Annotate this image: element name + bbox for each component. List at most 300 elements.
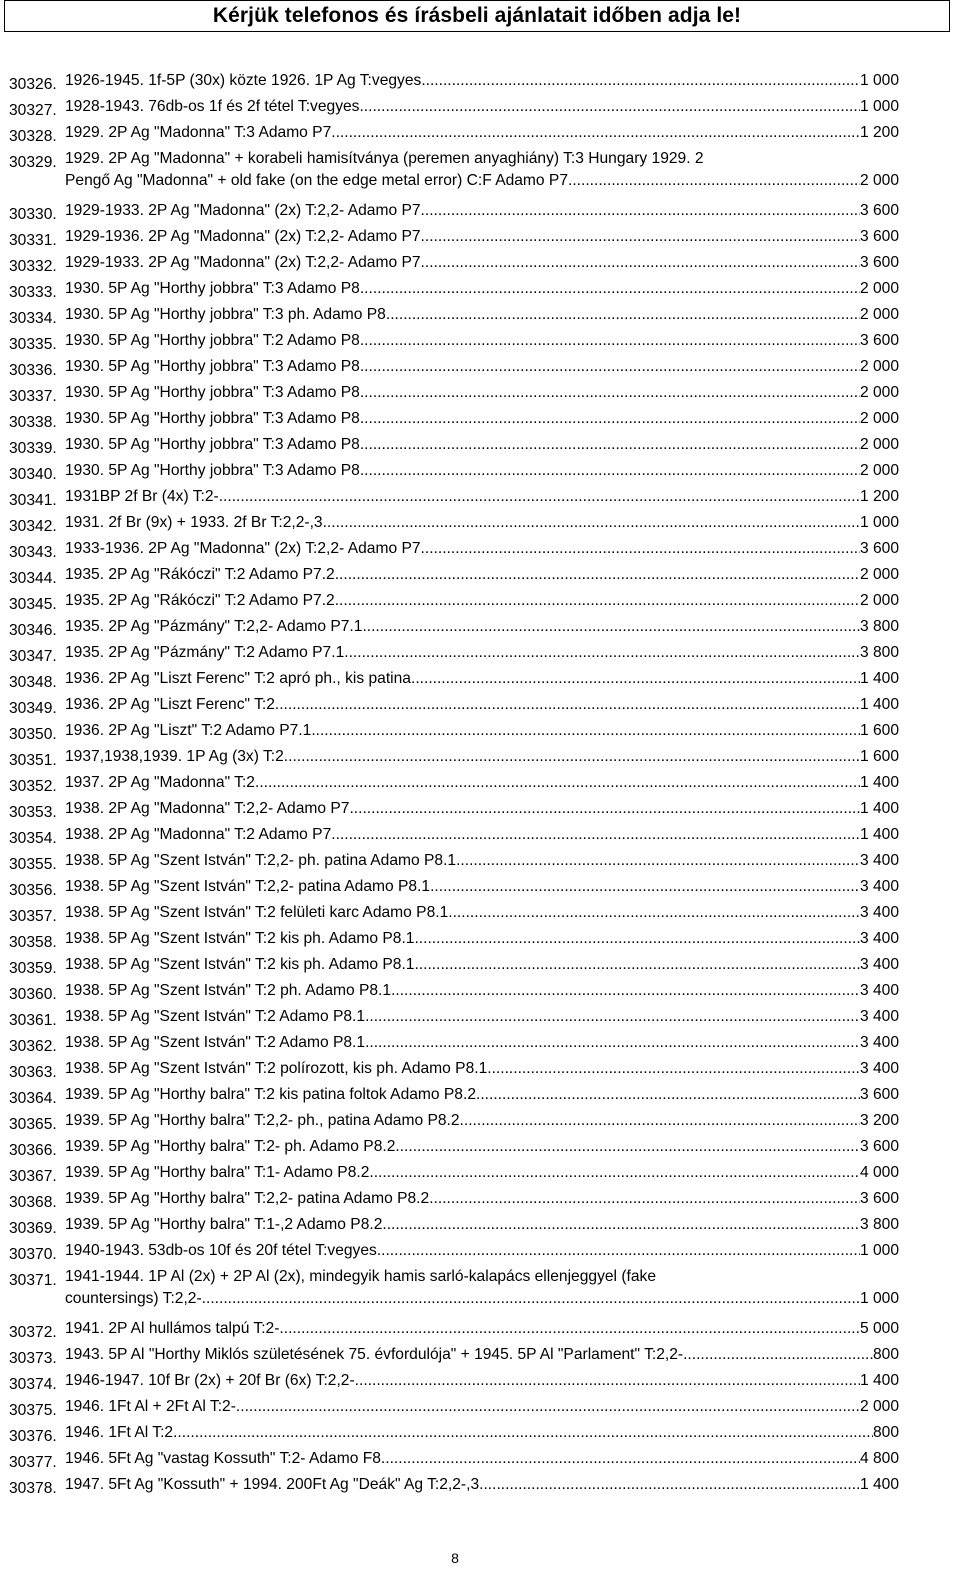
dot-leader — [360, 356, 860, 378]
lot-price: 3 400 — [859, 1034, 899, 1051]
lot-number: 30327. — [9, 102, 57, 119]
lot-row — [0, 1370, 960, 1396]
lot-row — [0, 564, 960, 590]
lot-description-text: 1938. 5P Ag "Szent István" T:2 ph. Adamo P8.1 — [65, 982, 392, 999]
lot-price: 3 600 — [859, 254, 899, 271]
lot-description-text: 1937. 2P Ag "Madonna" T:2 — [65, 774, 255, 791]
lot-description — [65, 902, 899, 924]
lot-row — [0, 330, 960, 356]
lot-number: 30355. — [9, 856, 57, 873]
lot-row — [0, 902, 960, 928]
lot-description-text: 1936. 2P Ag "Liszt Ferenc" T:2 apró ph., kis patina — [65, 670, 411, 687]
lot-description — [65, 434, 899, 456]
lot-row — [0, 720, 960, 746]
lot-price: 3 600 — [859, 202, 899, 219]
lot-description — [65, 538, 899, 560]
dot-leader — [430, 876, 860, 898]
lot-price: 800 — [872, 1346, 899, 1363]
lot-description — [65, 1344, 899, 1366]
lot-row — [0, 954, 960, 980]
lot-description — [65, 408, 899, 430]
lot-price: 1 400 — [859, 774, 899, 791]
dot-leader — [344, 642, 860, 664]
lot-description — [65, 382, 899, 404]
lot-number: 30352. — [9, 778, 57, 795]
lot-row — [0, 798, 960, 824]
lot-row — [0, 1162, 960, 1188]
lot-price: 2 000 — [859, 384, 899, 401]
lot-description-text: 1938. 5P Ag "Szent István" T:2 felületi karc Adamo P8.1 — [65, 904, 449, 921]
dot-leader — [255, 772, 860, 794]
lot-description-text: 1938. 2P Ag "Madonna" T:2 Adamo P7 — [65, 826, 332, 843]
lot-price: 1 000 — [859, 98, 899, 115]
lot-row — [0, 1058, 960, 1084]
lot-row — [0, 616, 960, 642]
lot-number: 30374. — [9, 1376, 57, 1393]
dot-leader — [382, 1214, 860, 1236]
dot-leader — [421, 538, 860, 560]
lot-description-text: 1930. 5P Ag "Horthy jobbra" T:2 Adamo P8 — [65, 332, 360, 349]
lot-description — [65, 642, 899, 664]
dot-leader — [365, 1006, 860, 1028]
lot-price: 2 000 — [859, 436, 899, 453]
lot-number: 30364. — [9, 1090, 57, 1107]
lot-number: 30349. — [9, 700, 57, 717]
lot-price: 2 000 — [859, 358, 899, 375]
lot-number: 30328. — [9, 128, 57, 145]
dot-leader — [365, 1032, 860, 1054]
lot-price: 3 400 — [859, 956, 899, 973]
lot-description-text: 1929-1933. 2P Ag "Madonna" (2x) T:2,2- Adamo P7 — [65, 254, 421, 271]
lot-row — [0, 434, 960, 460]
lot-row — [0, 148, 960, 200]
lot-description-text: 1931. 2f Br (9x) + 1933. 2f Br T:2,2-,3 — [65, 514, 323, 531]
dot-leader — [360, 408, 860, 430]
lot-description — [65, 356, 899, 378]
lot-row — [0, 1266, 960, 1318]
dot-leader — [381, 1448, 860, 1470]
lot-row — [0, 1032, 960, 1058]
lot-number: 30362. — [9, 1038, 57, 1055]
lot-number: 30340. — [9, 466, 57, 483]
lot-row — [0, 1422, 960, 1448]
lot-description-text: 1940-1943. 53db-os 10f és 20f tétel T:vegyes — [65, 1242, 377, 1259]
lot-description — [65, 1162, 899, 1184]
lot-number: 30356. — [9, 882, 57, 899]
lot-number: 30368. — [9, 1194, 57, 1211]
lot-row — [0, 1136, 960, 1162]
lot-number: 30346. — [9, 622, 57, 639]
lot-row — [0, 850, 960, 876]
dot-leader — [355, 1370, 860, 1392]
lot-number: 30341. — [9, 492, 57, 509]
lot-description — [65, 694, 899, 716]
dot-leader — [331, 122, 860, 144]
lot-row — [0, 460, 960, 486]
lot-price: 3 800 — [859, 1216, 899, 1233]
lot-row — [0, 226, 960, 252]
dot-leader — [421, 252, 860, 274]
lot-description — [65, 512, 899, 534]
lot-row — [0, 772, 960, 798]
lot-row — [0, 512, 960, 538]
lot-number: 30367. — [9, 1168, 57, 1185]
lot-number: 30345. — [9, 596, 57, 613]
lot-description-text: 1938. 5P Ag "Szent István" T:2 kis ph. Adamo P8.1 — [65, 956, 415, 973]
lot-description-text: 1938. 2P Ag "Madonna" T:2,2- Adamo P7 — [65, 800, 350, 817]
lot-description — [65, 330, 899, 352]
lot-description-text: 1938. 5P Ag "Szent István" T:2 Adamo P8.1 — [65, 1008, 366, 1025]
dot-leader — [683, 1344, 873, 1366]
lot-row — [0, 668, 960, 694]
lot-description-text: 1941. 2P Al hullámos talpú T:2- — [65, 1320, 280, 1337]
lot-price: 3 600 — [859, 1190, 899, 1207]
lot-description — [65, 928, 899, 950]
lot-number: 30366. — [9, 1142, 57, 1159]
lot-price: 3 800 — [859, 618, 899, 635]
lot-description — [65, 590, 899, 612]
lot-description-text: 1935. 2P Ag "Rákóczi" T:2 Adamo P7.2 — [65, 566, 335, 583]
lot-description — [65, 122, 899, 144]
lot-description-text: 1930. 5P Ag "Horthy jobbra" T:3 Adamo P8 — [65, 462, 360, 479]
lot-row — [0, 538, 960, 564]
lot-number: 30332. — [9, 258, 57, 275]
lot-description-text: 1947. 5Ft Ag "Kossuth" + 1994. 200Ft Ag "Deák" Ag T:2,2-,3 — [65, 1476, 480, 1493]
lot-number: 30326. — [9, 76, 57, 93]
lot-description — [65, 278, 899, 300]
dot-leader — [421, 200, 860, 222]
lot-price: 3 400 — [859, 982, 899, 999]
lot-number: 30335. — [9, 336, 57, 353]
lot-description-text: 1936. 2P Ag "Liszt" T:2 Adamo P7.1 — [65, 722, 312, 739]
lot-price: 2 000 — [859, 592, 899, 609]
lot-description-text: 1930. 5P Ag "Horthy jobbra" T:3 Adamo P8 — [65, 436, 360, 453]
lot-row — [0, 928, 960, 954]
lot-description-text: 1928-1943. 76db-os 1f és 2f tétel T:vegyes — [65, 98, 360, 115]
lot-description-text: 1939. 5P Ag "Horthy balra" T:1-,2 Adamo P8.2 — [65, 1216, 383, 1233]
lot-number: 30370. — [9, 1246, 57, 1263]
lot-description-text: 1935. 2P Ag "Pázmány" T:2,2- Adamo P7.1 — [65, 618, 363, 635]
lot-description — [65, 1266, 899, 1310]
lot-number: 30373. — [9, 1350, 57, 1367]
lot-number: 30348. — [9, 674, 57, 691]
lot-number: 30353. — [9, 804, 57, 821]
lot-description — [65, 720, 899, 742]
lot-price: 2 000 — [859, 1398, 899, 1415]
dot-leader — [386, 304, 860, 326]
lot-description — [65, 798, 899, 820]
lot-row — [0, 1318, 960, 1344]
dot-leader — [284, 746, 860, 768]
lot-price: 3 400 — [859, 878, 899, 895]
lot-price: 1 000 — [859, 514, 899, 531]
lot-price: 4 800 — [859, 1450, 899, 1467]
lot-number: 30375. — [9, 1402, 57, 1419]
lot-description-text: 1929-1936. 2P Ag "Madonna" (2x) T:2,2- Adamo P7 — [65, 228, 421, 245]
lot-description — [65, 304, 899, 326]
lot-row — [0, 1474, 960, 1500]
lot-description — [65, 1006, 899, 1028]
dot-leader — [335, 564, 860, 586]
lot-price: 3 600 — [859, 228, 899, 245]
lot-description — [65, 460, 899, 482]
dot-leader — [456, 850, 860, 872]
lot-price: 3 400 — [859, 904, 899, 921]
dot-leader — [460, 1110, 860, 1132]
lot-row — [0, 252, 960, 278]
lot-row — [0, 1396, 960, 1422]
lot-row — [0, 694, 960, 720]
lot-description — [65, 954, 899, 976]
lot-description — [65, 980, 899, 1002]
dot-leader — [173, 1422, 873, 1444]
lot-row — [0, 876, 960, 902]
lot-row — [0, 278, 960, 304]
dot-leader — [414, 928, 860, 950]
lot-description-text: Pengő Ag "Madonna" + old fake (on the edge metal error) C:F Adamo P7 — [65, 172, 569, 189]
lot-row — [0, 642, 960, 668]
lot-description-text: 1930. 5P Ag "Horthy jobbra" T:3 Adamo P8 — [65, 280, 360, 297]
lot-price: 3 400 — [859, 1060, 899, 1077]
lot-description-text: 1946. 1Ft Al + 2Ft Al T:2- — [65, 1398, 236, 1415]
lot-description-text: 1938. 5P Ag "Szent István" T:2,2- ph. patina Adamo P8.1 — [65, 852, 457, 869]
lot-description-text: 1926-1945. 1f-5P (30x) közte 1926. 1P Ag T:vegyes — [65, 72, 422, 89]
lot-price: 1 600 — [859, 748, 899, 765]
lot-price: 1 400 — [859, 800, 899, 817]
dot-leader — [377, 1240, 860, 1262]
dot-leader — [311, 720, 860, 742]
lot-description — [65, 1396, 899, 1418]
dot-leader — [411, 668, 860, 690]
dot-leader — [421, 226, 860, 248]
lot-description-text: 1939. 5P Ag "Horthy balra" T:2 kis patina foltok Adamo P8.2 — [65, 1086, 476, 1103]
lot-description — [65, 1188, 899, 1210]
dot-leader — [360, 330, 860, 352]
lot-number: 30359. — [9, 960, 57, 977]
lot-number: 30337. — [9, 388, 57, 405]
lot-description — [65, 1370, 899, 1392]
dot-leader — [414, 954, 860, 976]
lot-price: 2 000 — [859, 280, 899, 297]
lot-row — [0, 1240, 960, 1266]
lot-number: 30354. — [9, 830, 57, 847]
lot-description-text: 1933-1936. 2P Ag "Madonna" (2x) T:2,2- Adamo P7 — [65, 540, 421, 557]
dot-leader — [429, 1188, 860, 1210]
lot-price: 1 000 — [859, 1290, 899, 1307]
lot-description-text: 1930. 5P Ag "Horthy jobbra" T:3 Adamo P8 — [65, 384, 360, 401]
dot-leader — [448, 902, 860, 924]
lot-description-text: 1939. 5P Ag "Horthy balra" T:2,2- patina Adamo P8.2 — [65, 1190, 430, 1207]
lot-description — [65, 824, 899, 846]
lot-description-text: 1936. 2P Ag "Liszt Ferenc" T:2 — [65, 696, 275, 713]
lot-description — [65, 746, 899, 768]
lot-price: 800 — [872, 1424, 899, 1441]
lot-price: 3 400 — [859, 930, 899, 947]
lot-number: 30351. — [9, 752, 57, 769]
lot-description — [65, 200, 899, 222]
lot-row — [0, 96, 960, 122]
lot-description-text: 1930. 5P Ag "Horthy jobbra" T:3 ph. Adamo P8 — [65, 306, 386, 323]
lot-description — [65, 1032, 899, 1054]
lot-number: 30372. — [9, 1324, 57, 1341]
lot-number: 30331. — [9, 232, 57, 249]
lot-description-text: countersings) T:2,2- — [65, 1290, 202, 1307]
dot-leader — [360, 434, 860, 456]
lot-price: 2 000 — [859, 306, 899, 323]
dot-leader — [360, 278, 860, 300]
dot-leader — [219, 486, 860, 508]
dot-leader — [568, 170, 860, 192]
lot-price: 4 000 — [859, 1164, 899, 1181]
lot-price: 1 400 — [859, 1476, 899, 1493]
lot-description-text: 1939. 5P Ag "Horthy balra" T:2,2- ph., patina Adamo P8.2 — [65, 1112, 460, 1129]
dot-leader — [362, 616, 860, 638]
dot-leader — [335, 590, 860, 612]
lot-number: 30342. — [9, 518, 57, 535]
lot-description — [65, 876, 899, 898]
lot-description — [65, 772, 899, 794]
lot-price: 1 400 — [859, 1372, 899, 1389]
dot-leader — [359, 96, 860, 118]
lot-number: 30378. — [9, 1480, 57, 1497]
page-header-banner — [4, 0, 950, 32]
lot-row — [0, 1084, 960, 1110]
lot-row — [0, 590, 960, 616]
lot-number: 30339. — [9, 440, 57, 457]
lot-number: 30330. — [9, 206, 57, 223]
lot-description — [65, 850, 899, 872]
lot-row — [0, 122, 960, 148]
lot-number: 30369. — [9, 1220, 57, 1237]
lot-row — [0, 1214, 960, 1240]
dot-leader — [421, 70, 860, 92]
lot-price: 2 000 — [859, 462, 899, 479]
lot-description-text: 1935. 2P Ag "Rákóczi" T:2 Adamo P7.2 — [65, 592, 335, 609]
lot-description-text: 1946. 5Ft Ag "vastag Kossuth" T:2- Adamo F8 — [65, 1450, 381, 1467]
lot-description — [65, 1110, 899, 1132]
lot-number: 30371. — [9, 1272, 57, 1289]
lot-number: 30358. — [9, 934, 57, 951]
lot-description-line-1: 1929. 2P Ag "Madonna" + korabeli hamisítványa (peremen anyaghiány) T:3 Hungary 1929. 2 — [65, 150, 704, 167]
lot-description — [65, 226, 899, 248]
lot-description — [65, 1448, 899, 1470]
lot-number: 30360. — [9, 986, 57, 1003]
lot-list — [0, 70, 960, 1500]
lot-price: 3 600 — [859, 1138, 899, 1155]
lot-row — [0, 980, 960, 1006]
lot-row — [0, 486, 960, 512]
lot-row — [0, 304, 960, 330]
lot-price: 2 000 — [859, 566, 899, 583]
lot-description-text: 1937,1938,1939. 1P Ag (3x) T:2 — [65, 748, 284, 765]
lot-description-text: 1946-1947. 10f Br (2x) + 20f Br (6x) T:2,2- — [65, 1372, 355, 1389]
lot-description — [65, 1058, 899, 1080]
lot-description-text: 1929-1933. 2P Ag "Madonna" (2x) T:2,2- Adamo P7 — [65, 202, 421, 219]
page-header-title: Kérjük telefonos és írásbeli ajánlatait időben adja le! — [212, 4, 742, 27]
lot-price: 1 000 — [859, 1242, 899, 1259]
lot-price: 1 400 — [859, 670, 899, 687]
dot-leader — [360, 382, 860, 404]
lot-price: 1 600 — [859, 722, 899, 739]
dot-leader — [369, 1162, 860, 1184]
lot-description — [65, 70, 899, 92]
dot-leader — [487, 1058, 860, 1080]
lot-number: 30344. — [9, 570, 57, 587]
lot-price: 3 400 — [859, 852, 899, 869]
lot-row — [0, 1110, 960, 1136]
lot-description — [65, 1136, 899, 1158]
lot-price: 5 000 — [859, 1320, 899, 1337]
dot-leader — [395, 1136, 860, 1158]
lot-price: 1 200 — [859, 488, 899, 505]
lot-number: 30347. — [9, 648, 57, 665]
lot-row — [0, 200, 960, 226]
lot-number: 30329. — [9, 154, 57, 171]
lot-description-text: 1939. 5P Ag "Horthy balra" T:1- Adamo P8.2 — [65, 1164, 370, 1181]
dot-leader — [360, 460, 860, 482]
dot-leader — [391, 980, 860, 1002]
lot-description — [65, 252, 899, 274]
lot-number: 30336. — [9, 362, 57, 379]
lot-number: 30334. — [9, 310, 57, 327]
lot-price: 3 600 — [859, 540, 899, 557]
lot-description — [65, 616, 899, 638]
dot-leader — [275, 694, 860, 716]
lot-number: 30338. — [9, 414, 57, 431]
lot-number: 30363. — [9, 1064, 57, 1081]
lot-description — [65, 1240, 899, 1262]
lot-price: 3 600 — [859, 332, 899, 349]
lot-number: 30361. — [9, 1012, 57, 1029]
lot-row — [0, 356, 960, 382]
lot-description — [65, 148, 899, 192]
lot-number: 30365. — [9, 1116, 57, 1133]
lot-row — [0, 1448, 960, 1474]
lot-description — [65, 1214, 899, 1236]
lot-price: 1 400 — [859, 826, 899, 843]
lot-number: 30377. — [9, 1454, 57, 1471]
lot-price: 1 000 — [859, 72, 899, 89]
lot-description-text: 1938. 5P Ag "Szent István" T:2 kis ph. Adamo P8.1 — [65, 930, 415, 947]
lot-row — [0, 1188, 960, 1214]
dot-leader — [349, 798, 860, 820]
lot-price: 2 000 — [859, 172, 899, 189]
lot-row — [0, 408, 960, 434]
lot-description-text: 1930. 5P Ag "Horthy jobbra" T:3 Adamo P8 — [65, 358, 360, 375]
lot-number: 30376. — [9, 1428, 57, 1445]
lot-description — [65, 1474, 899, 1496]
page-number: 8 — [451, 1550, 459, 1566]
lot-price: 3 400 — [859, 1008, 899, 1025]
lot-description — [65, 486, 899, 508]
lot-number: 30357. — [9, 908, 57, 925]
dot-leader — [279, 1318, 860, 1340]
lot-description-text: 1930. 5P Ag "Horthy jobbra" T:3 Adamo P8 — [65, 410, 360, 427]
lot-price: 3 200 — [859, 1112, 899, 1129]
lot-row — [0, 382, 960, 408]
lot-description-text: 1946. 1Ft Al T:2 — [65, 1424, 174, 1441]
lot-price: 2 000 — [859, 410, 899, 427]
dot-leader — [202, 1288, 860, 1310]
lot-description-text: 1938. 5P Ag "Szent István" T:2 polírozott, kis ph. Adamo P8.1 — [65, 1060, 488, 1077]
lot-row — [0, 824, 960, 850]
lot-description-text: 1938. 5P Ag "Szent István" T:2,2- patina Adamo P8.1 — [65, 878, 431, 895]
lot-description — [65, 564, 899, 586]
lot-description-text: 1929. 2P Ag "Madonna" T:3 Adamo P7 — [65, 124, 332, 141]
lot-number: 30350. — [9, 726, 57, 743]
lot-number: 30333. — [9, 284, 57, 301]
lot-description-text: 1935. 2P Ag "Pázmány" T:2 Adamo P7.1 — [65, 644, 345, 661]
